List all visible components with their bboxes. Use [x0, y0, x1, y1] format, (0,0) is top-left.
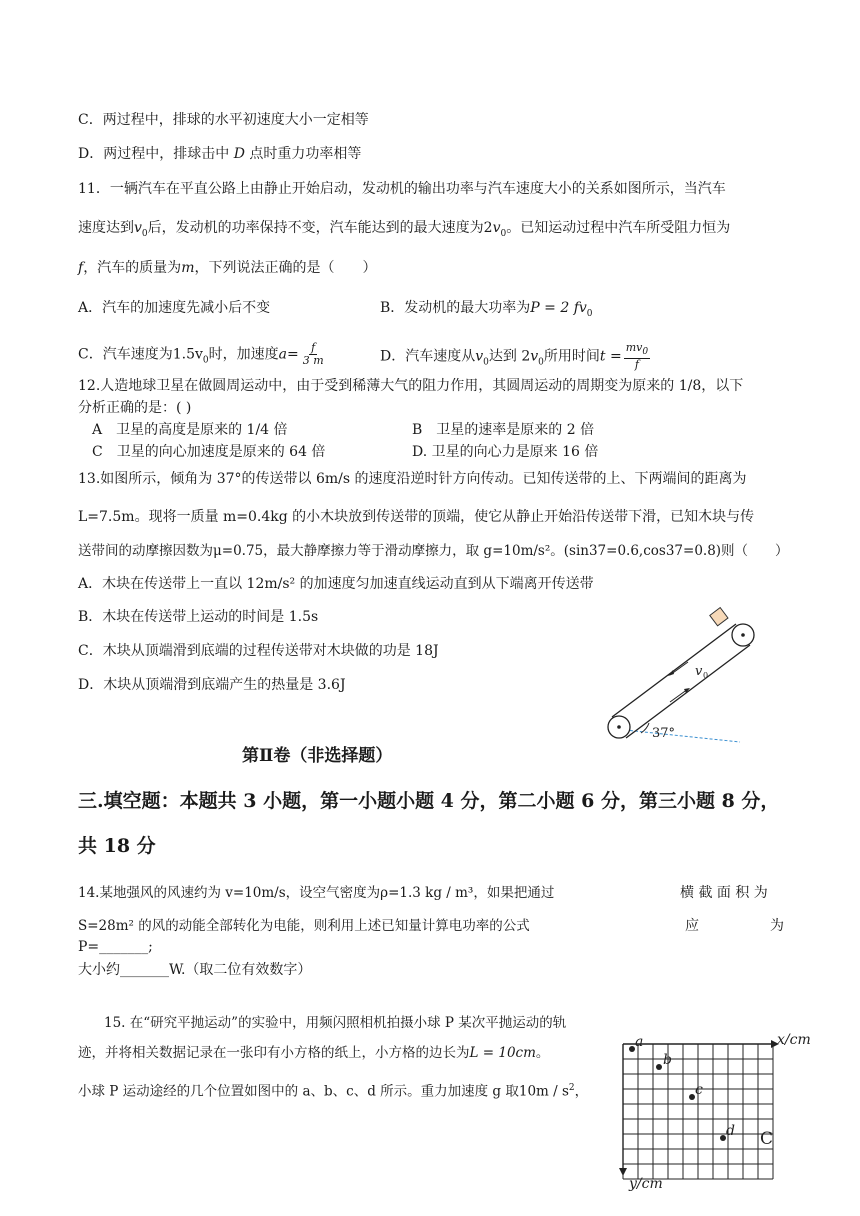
q13-option-b: B．木块在传送带上运动的时间是 1.5s	[78, 609, 319, 625]
projectile-grid-diagram	[605, 1022, 830, 1200]
q12-option-b: B 卫星的速率是原来的 2 倍	[412, 422, 595, 438]
x-axis-label: x/cm	[777, 1032, 811, 1048]
q11-var-v: v	[134, 220, 142, 236]
y-axis-label: y/cm	[629, 1176, 663, 1192]
q13-line2: L=7.5m。现将一质量 m=0.4kg 的小木块放到传送带的顶端，使它从静止开始沿传送带下滑，已知木块与传	[78, 509, 755, 525]
fill-in-heading: 三.填空题：本题共 3 小题，第一小题小题 4 分，第二小题 6 分，第三小题 8 分，	[78, 790, 780, 812]
q11-option-d-t: t =	[599, 348, 622, 365]
q11-option-d-text3: 所用时间	[543, 348, 600, 365]
q11-line1: 11．一辆汽车在平直公路上由静止开始启动，发动机的输出功率与汽车速度大小的关系如图所示，当汽车	[78, 181, 726, 197]
fraction-numerator-text: mv	[625, 341, 643, 354]
belt-top-line	[612, 624, 736, 717]
q13-option-c: C．木块从顶端滑到底端的过程传送带对木块做的功是 18J	[78, 643, 439, 659]
q14-line1: 14.某地强风的风速约为 v=10m/s，设空气密度为ρ=1.3 kg / m³，如果把通过	[78, 885, 555, 901]
belt-bottom-line	[626, 645, 750, 738]
section-title: 第Ⅱ卷（非选择题）	[242, 746, 393, 766]
q14-line1-right: 横 截 面 积 为	[680, 885, 768, 901]
q11-sub: 0	[500, 228, 507, 239]
q11-sub: 0	[141, 228, 148, 239]
q10-option-d-text: D．两过程中，排球击中	[78, 146, 230, 162]
q11-text: ，汽车的质量为	[83, 260, 182, 276]
q11-option-c-text2: 时，加速度	[208, 346, 279, 363]
q11-option-d-text2: 达到 2	[488, 348, 531, 365]
figure-letter-c: C	[760, 1129, 774, 1149]
q15-text: 迹，并将相关数据记录在一张印有小方格的纸上，小方格的边长为	[78, 1045, 470, 1061]
q11-option-d-sub: 0	[483, 357, 489, 368]
q11-option-c-text: C．汽车速度为	[78, 346, 173, 363]
q11-option-d-sub2: 0	[538, 357, 544, 368]
q11-option-b-sub: 0	[586, 308, 593, 319]
q11-option-d-v2: v	[530, 348, 539, 365]
q11-option-b-text: B．发动机的最大功率为	[380, 300, 531, 316]
q15-text2: ，	[574, 1083, 589, 1100]
q15-line3	[78, 1078, 588, 1102]
q15-line2	[78, 1043, 549, 1063]
q11-var-m: m	[181, 260, 195, 276]
q11-option-d-text: D．汽车速度从	[380, 348, 476, 365]
q15-g-value: 10m / s	[518, 1083, 569, 1100]
point-b-label: b	[663, 1052, 672, 1068]
q10-option-d-text2: 点时重力功率相等	[249, 146, 362, 162]
q13-option-a: A．木块在传送带上一直以 12m/s² 的加速度匀加速直线运动直到从下端离开传送带	[78, 576, 594, 592]
q11-num: 2	[483, 220, 493, 236]
fig-angle-label: 37°	[652, 726, 676, 741]
q12-line2: 分析正确的是：( )	[78, 400, 192, 416]
q14-line2-right1: 应	[685, 918, 699, 934]
wooden-block	[710, 608, 728, 626]
q12-option-d: D. 卫星的向心力是原来 16 倍	[412, 444, 599, 460]
q12-option-c: C 卫星的向心加速度是原来的 64 倍	[92, 444, 326, 460]
q15-length: L = 10cm	[469, 1045, 536, 1061]
q11-text: ，下列说法正确的是（ ）	[194, 260, 377, 276]
point-c-label: c	[695, 1082, 703, 1098]
fraction-numerator: f	[311, 341, 316, 354]
q13-line3: 送带间的动摩擦因数为μ=0.75，最大静摩擦力等于滑动摩擦力，取 g=10m/s²。(sin37=0.6,cos37=0.8)则（ ）	[78, 543, 789, 559]
q12-option-a: A 卫星的高度是原来的 1/4 倍	[92, 422, 288, 438]
bottom-pulley-axle	[617, 725, 621, 729]
q15-sup: 2	[568, 1083, 575, 1093]
grid	[623, 1044, 773, 1179]
q11-option-a: A．汽车的加速度先减小后不变	[78, 300, 271, 316]
q11-var-f: f	[78, 260, 84, 276]
q11-line3	[78, 258, 376, 278]
fig-v-sub: 0	[703, 671, 709, 680]
q14-line2-right2: 为	[770, 918, 784, 934]
fraction-numerator	[624, 342, 650, 359]
q11-text: 。已知运动过程中汽车所受阻力恒为	[506, 220, 731, 236]
q11-option-b	[380, 298, 593, 324]
y-axis-arrow-icon	[619, 1168, 627, 1176]
q13-line1: 13.如图所示，倾角为 37°的传送带以 6m/s 的速度沿逆时针方向传动。已知传送带的上、下两端间的距离为	[78, 471, 747, 487]
q11-option-c-sub: 0	[202, 355, 209, 366]
q10-option-d	[78, 144, 361, 164]
fraction-denominator: f	[634, 358, 639, 372]
point-b	[656, 1064, 662, 1070]
point-d-label: d	[726, 1123, 735, 1139]
conveyor-belt-diagram	[595, 605, 775, 750]
fraction-numerator-sub: 0	[642, 347, 649, 358]
q11-var-v: v	[492, 220, 501, 236]
q11-option-b-formula: P = 2 fv	[530, 300, 587, 316]
point-a-label: a	[635, 1034, 644, 1050]
q13-option-d: D．木块从顶端滑到底端产生的热量是 3.6J	[78, 677, 346, 693]
q15-text: 小球 P 运动途经的几个位置如图中的 a、b、c、d 所示。重力加速度 g 取	[78, 1083, 519, 1100]
fig-v-label: v	[695, 664, 703, 679]
q11-option-d-v: v	[475, 348, 484, 365]
q11-line2	[78, 218, 730, 244]
fraction-denominator: 3 m	[302, 354, 324, 367]
q11-option-c-v: 1.5v	[172, 346, 203, 363]
q15-line1: 15. 在“研究平抛运动”的实验中，用频闪照相机拍摄小球 P 某次平抛运动的轨	[104, 1015, 567, 1031]
q12-line1: 12.人造地球卫星在做圆周运动中，由于受到稀薄大气的阻力作用，其圆周运动的周期变为原来的 1/8，以下	[78, 378, 744, 394]
top-pulley-axle	[741, 633, 745, 637]
q11-option-c-a: a=	[278, 346, 299, 363]
q14-line3: P=_______;	[78, 939, 153, 955]
q11-text: 后，发动机的功率保持不变，汽车能达到的最大速度为	[147, 220, 484, 236]
q10-option-d-var: D	[233, 146, 245, 162]
q11-option-c	[78, 342, 328, 370]
q11-text: 速度达到	[78, 220, 134, 236]
arrow-head-icon	[668, 670, 674, 676]
q14-line2: S=28m² 的风的动能全部转化为电能，则利用上述已知量计算电功率的公式	[78, 918, 530, 934]
q11-option-d	[380, 342, 652, 372]
fill-in-heading-cont: 共 18 分	[78, 835, 156, 857]
q11-option-d-fraction	[624, 342, 650, 371]
q15-text2: 。	[535, 1045, 550, 1061]
q11-option-c-fraction	[301, 342, 326, 367]
q14-line4: 大小约_______W.（取二位有效数字）	[78, 962, 312, 978]
q10-option-c: C．两过程中，排球的水平初速度大小一定相等	[78, 112, 369, 128]
